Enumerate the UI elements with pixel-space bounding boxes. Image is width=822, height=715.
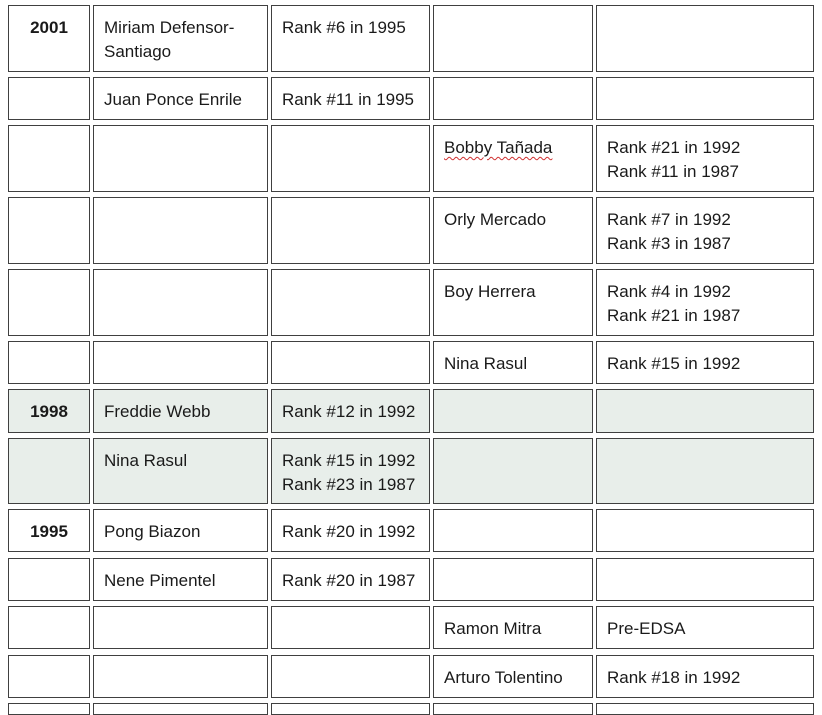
name-cell (93, 269, 268, 336)
rank2-text: Pre-EDSA (607, 619, 686, 638)
year-cell (8, 606, 90, 649)
year-cell (8, 5, 90, 72)
name-cell (93, 341, 268, 384)
name-cell (93, 125, 268, 192)
name-cell (93, 509, 268, 552)
rank2-cell (596, 341, 814, 384)
year-cell (8, 341, 90, 384)
rank2-text: Rank #11 in 1987 (607, 162, 740, 181)
year-cell (8, 703, 90, 715)
name-cell (93, 197, 268, 264)
name-text: Pong Biazon (104, 522, 201, 541)
name2-cell (433, 606, 593, 649)
name2-text: Ramon Mitra (444, 619, 542, 638)
rank-text: Rank #12 in 1992 (282, 402, 416, 421)
name2-cell (433, 558, 593, 601)
name2-text: Bobby Tañada (444, 138, 553, 157)
name2-cell (433, 509, 593, 552)
rank-text: Rank #20 in 1987 (282, 571, 416, 590)
rank-cell (271, 125, 430, 192)
year-cell (8, 655, 90, 698)
rank-cell (271, 389, 430, 433)
name2-cell (433, 197, 593, 264)
rank2-text: Rank #21 in 1992 (607, 138, 741, 157)
name2-cell (433, 703, 593, 715)
rank-cell (271, 655, 430, 698)
year-text: 1998 (30, 402, 68, 421)
rank2-cell (596, 509, 814, 552)
name-text: Nina Rasul (104, 451, 188, 470)
year-cell (8, 509, 90, 552)
year-cell (8, 125, 90, 192)
rank2-text: Rank #4 in 1992 (607, 282, 731, 301)
rank2-cell (596, 703, 814, 715)
name-text: Miriam Defensor-Santiago (104, 18, 235, 61)
rank2-cell (596, 606, 814, 649)
rank2-text: Rank #18 in 1992 (607, 668, 741, 687)
rank2-text: Rank #7 in 1992 (607, 210, 731, 229)
rank-text: Rank #20 in 1992 (282, 522, 416, 541)
name2-cell (433, 125, 593, 192)
name2-text: Orly Mercado (444, 210, 547, 229)
rank-cell (271, 77, 430, 120)
rank-cell (271, 606, 430, 649)
rank2-cell (596, 389, 814, 433)
rank-cell (271, 558, 430, 601)
name2-cell (433, 5, 593, 72)
rank-cell (271, 703, 430, 715)
name2-text: Nina Rasul (444, 354, 528, 373)
rank2-cell (596, 558, 814, 601)
name2-cell (433, 269, 593, 336)
name-text: Freddie Webb (104, 402, 211, 421)
name-cell (93, 703, 268, 715)
name-cell (93, 389, 268, 433)
name-cell (93, 558, 268, 601)
rank-text: Rank #15 in 1992 (282, 451, 416, 470)
name2-cell (433, 77, 593, 120)
rank2-cell (596, 125, 814, 192)
rank-cell (271, 509, 430, 552)
rank-cell (271, 269, 430, 336)
name2-cell (433, 389, 593, 433)
rank2-cell (596, 77, 814, 120)
rank2-cell (596, 5, 814, 72)
year-text: 2001 (30, 18, 68, 37)
name-cell (93, 438, 268, 504)
name2-text: Arturo Tolentino (444, 668, 563, 687)
year-cell (8, 389, 90, 433)
name-cell (93, 606, 268, 649)
year-text: 1995 (30, 522, 68, 541)
rank2-cell (596, 197, 814, 264)
name2-cell (433, 341, 593, 384)
rank-cell (271, 438, 430, 504)
rank-cell (271, 341, 430, 384)
name2-cell (433, 655, 593, 698)
rank2-cell (596, 438, 814, 504)
year-cell (8, 558, 90, 601)
name-text: Juan Ponce Enrile (104, 90, 242, 109)
rank-text: Rank #11 in 1995 (282, 90, 415, 109)
rank2-text: Rank #21 in 1987 (607, 306, 741, 325)
year-cell (8, 269, 90, 336)
rank-text: Rank #6 in 1995 (282, 18, 406, 37)
name-cell (93, 655, 268, 698)
name-cell (93, 77, 268, 120)
name-cell (93, 5, 268, 72)
rank-text: Rank #23 in 1987 (282, 475, 416, 494)
year-cell (8, 77, 90, 120)
rank-cell (271, 5, 430, 72)
year-cell (8, 438, 90, 504)
name2-text: Boy Herrera (444, 282, 536, 301)
rank2-text: Rank #3 in 1987 (607, 234, 731, 253)
name2-cell (433, 438, 593, 504)
rank2-cell (596, 269, 814, 336)
rank-cell (271, 197, 430, 264)
name-text: Nene Pimentel (104, 571, 216, 590)
rank2-text: Rank #15 in 1992 (607, 354, 741, 373)
rank2-cell (596, 655, 814, 698)
year-cell (8, 197, 90, 264)
